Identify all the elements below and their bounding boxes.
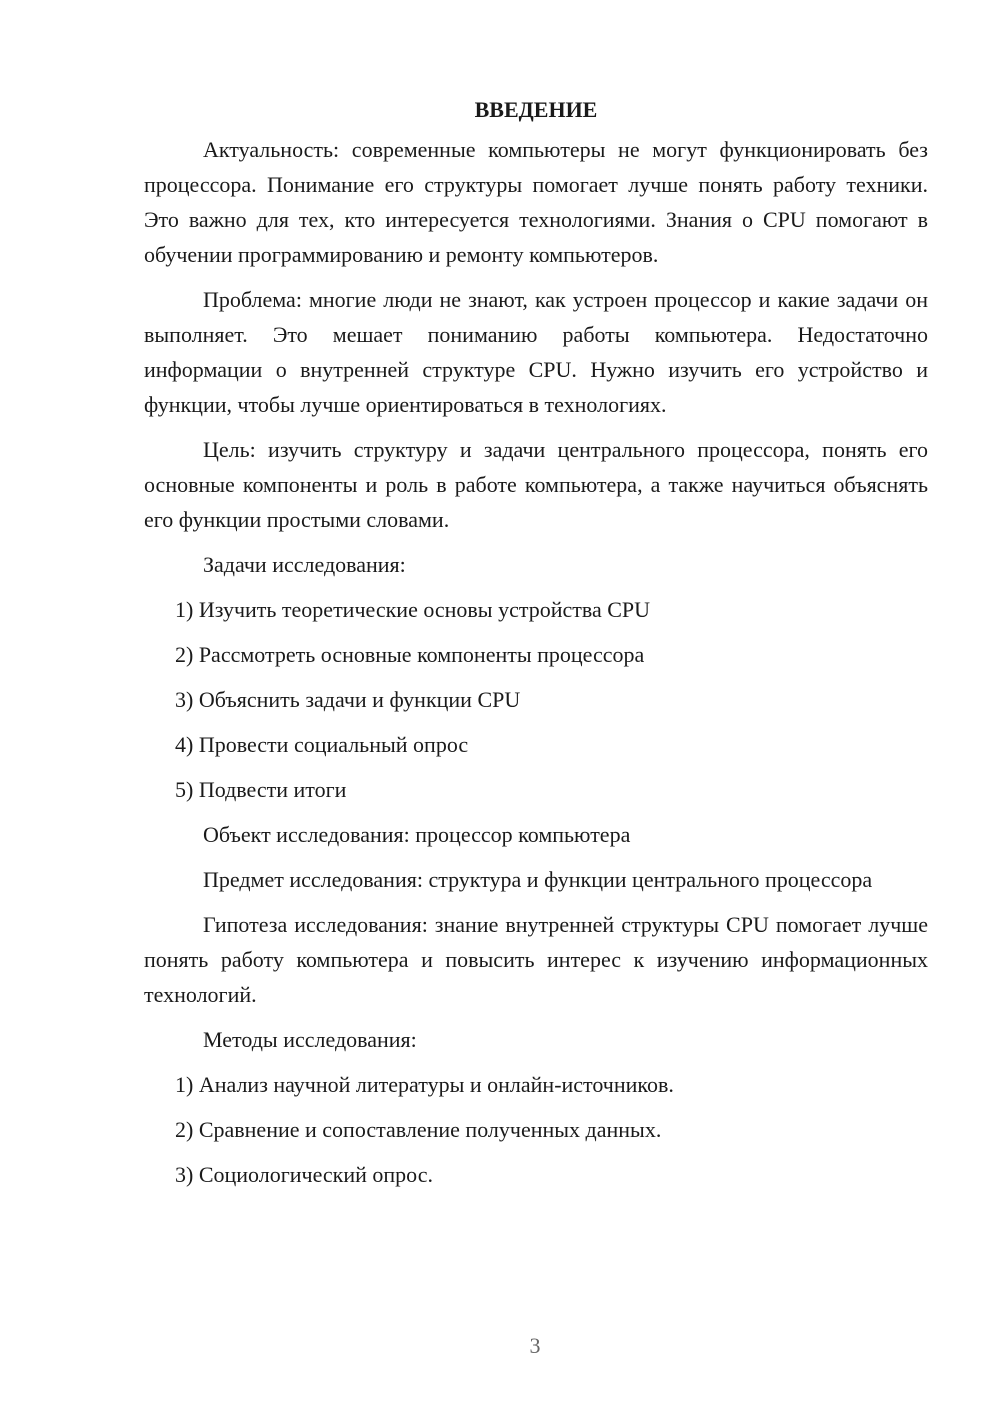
page-number: 3 (529, 1333, 541, 1358)
task-item: 3) Объяснить задачи и функции CPU (175, 687, 521, 712)
document-page (144, 92, 928, 1202)
object-paragraph: Объект исследования: процессор компьютера (203, 822, 631, 847)
section-heading: ВВЕДЕНИЕ (474, 97, 598, 122)
goal-paragraph: Цель: изучить структуру и задачи центрального процессора, понять его основные компоненты и роль в работе компьютера, а также научиться объяснять его функции простыми словами. (144, 437, 928, 532)
hypothesis-paragraph: Гипотеза исследования: знание внутренней структуры CPU помогает лучше понять работу компьютера и повысить интерес к изучению информационных технологий. (144, 912, 928, 1007)
tasks-title: Задачи исследования: (203, 552, 406, 577)
method-item: 2) Сравнение и сопоставление полученных данных. (175, 1117, 662, 1142)
method-item: 1) Анализ научной литературы и онлайн-источников. (175, 1072, 674, 1097)
task-item: 1) Изучить теоретические основы устройства CPU (175, 597, 651, 622)
task-item: 4) Провести социальный опрос (175, 732, 469, 757)
subject-paragraph: Предмет исследования: структура и функции центрального процессора (203, 867, 873, 892)
task-item: 2) Рассмотреть основные компоненты процессора (175, 642, 645, 667)
relevance-paragraph: Актуальность: современные компьютеры не могут функционировать без процессора. Понимание его структуры помогает лучше понять работу техники. Это важно для тех, кто интересуется технологиями. Знания о CPU помогают в обучении программированию и ремонту компьютеров. (144, 137, 928, 267)
task-item: 5) Подвести итоги (175, 777, 347, 802)
method-item: 3) Социологический опрос. (175, 1162, 433, 1187)
tasks-list (144, 592, 928, 807)
methods-title: Методы исследования: (203, 1027, 417, 1052)
problem-paragraph: Проблема: многие люди не знают, как устроен процессор и какие задачи он выполняет. Это мешает пониманию работы компьютера. Недостаточно информации о внутренней структуре CPU. Нужно изучить его устройство и функции, чтобы лучше ориентироваться в технологиях. (144, 287, 928, 417)
methods-list (144, 1067, 928, 1192)
